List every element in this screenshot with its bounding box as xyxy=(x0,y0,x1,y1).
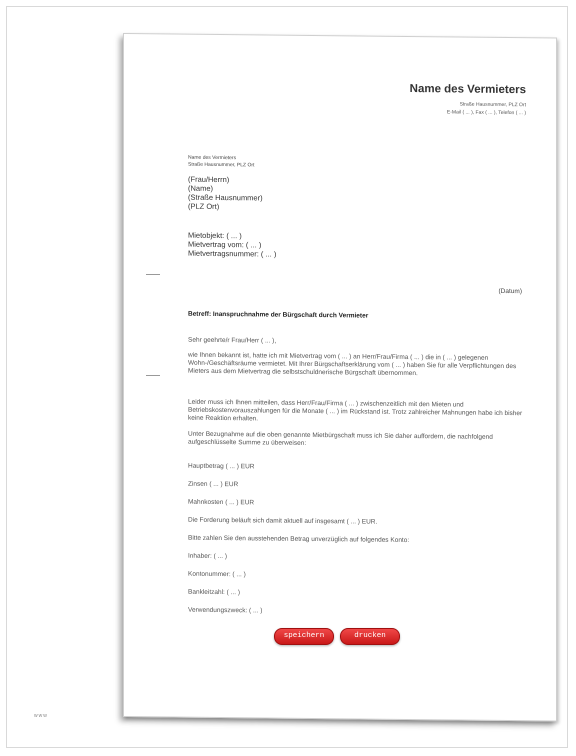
sender-address: Straße Hausnummer, PLZ Ort xyxy=(188,161,255,169)
letter-date: (Datum) xyxy=(498,287,522,296)
recipient-line: (PLZ Ort) xyxy=(188,201,220,212)
fold-mark xyxy=(146,274,160,275)
body-paragraph: Leider muss ich Ihnen mitteilen, dass Herr/Frau/Firma ( ... ) zwischenzeitlich mit den Mieten und Betriebskostenvorauszahlungen für die Monate ( ... ) im Rückstand ist. Trotz zahlreicher Mahnungen habe ich bisher keine Reaktion erhalten. xyxy=(188,398,523,423)
letterhead-contact: E-Mail ( ... ), Fax ( ... ), Telefon ( ... ) xyxy=(446,109,526,117)
amount-line: Zinsen ( ... ) EUR xyxy=(188,480,239,489)
reference-line: Mietvertrag vom: ( ... ) xyxy=(188,239,262,250)
amount-line: Mahnkosten ( ... ) EUR xyxy=(188,498,255,507)
print-button[interactable]: drucken xyxy=(340,628,400,645)
account-line: Kontonummer: ( ... ) xyxy=(188,570,246,579)
account-line: Inhaber: ( ... ) xyxy=(188,552,228,561)
sender-name: Name des Vermieters xyxy=(188,154,237,162)
save-button[interactable]: speichern xyxy=(274,628,334,645)
amount-line: Hauptbetrag ( ... ) EUR xyxy=(188,462,255,471)
salutation: Sehr geehrte/r Frau/Herr ( ... ), xyxy=(188,336,277,345)
total-line: Die Forderung beläuft sich damit aktuell auf insgesamt ( ... ) EUR. xyxy=(188,516,378,526)
reference-line: Mietvertragsnummer: ( ... ) xyxy=(188,248,277,259)
reference-line: Mietobjekt: ( ... ) xyxy=(188,230,242,241)
document-page xyxy=(123,33,557,722)
corner-mark: www xyxy=(34,713,48,719)
body-paragraph: Unter Bezugnahme auf die oben genannte Mietbürgschaft muss ich Sie daher auffordern, die nachfolgend aufgeschlüsselte Summe zu überweisen: xyxy=(188,430,493,447)
recipient-line: (Name) xyxy=(188,183,214,193)
payment-request: Bitte zahlen Sie den ausstehenden Betrag unverzüglich auf folgendes Konto: xyxy=(188,534,410,544)
letterhead-name: Name des Vermieters xyxy=(409,83,526,97)
letterhead-address: Straße Hausnummer, PLZ Ort xyxy=(459,101,526,109)
recipient-line: (Frau/Herrn) xyxy=(188,174,230,185)
account-line: Bankleitzahl: ( ... ) xyxy=(188,588,241,597)
recipient-line: (Straße Hausnummer) xyxy=(188,192,263,203)
account-line: Verwendungszweck: ( ... ) xyxy=(188,606,263,615)
body-paragraph: wie Ihnen bekannt ist, hatte ich mit Mietvertrag vom ( ... ) an Herr/Frau/Firma ( ... ) die in ( ... ) gelegenen Wohn-/Geschäftsräume vermietet. Mit Ihrer Bürgschaftserklärung vom ( ... ) haben Sie für alle Verpflichtungen des Mieters aus dem Mietvertrag die selbstschuldnerische Bürgschaft übernommen. xyxy=(188,351,517,378)
fold-mark xyxy=(146,375,160,376)
letter-subject: Betreff: Inanspruchnahme der Bürgschaft durch Vermieter xyxy=(188,310,369,320)
